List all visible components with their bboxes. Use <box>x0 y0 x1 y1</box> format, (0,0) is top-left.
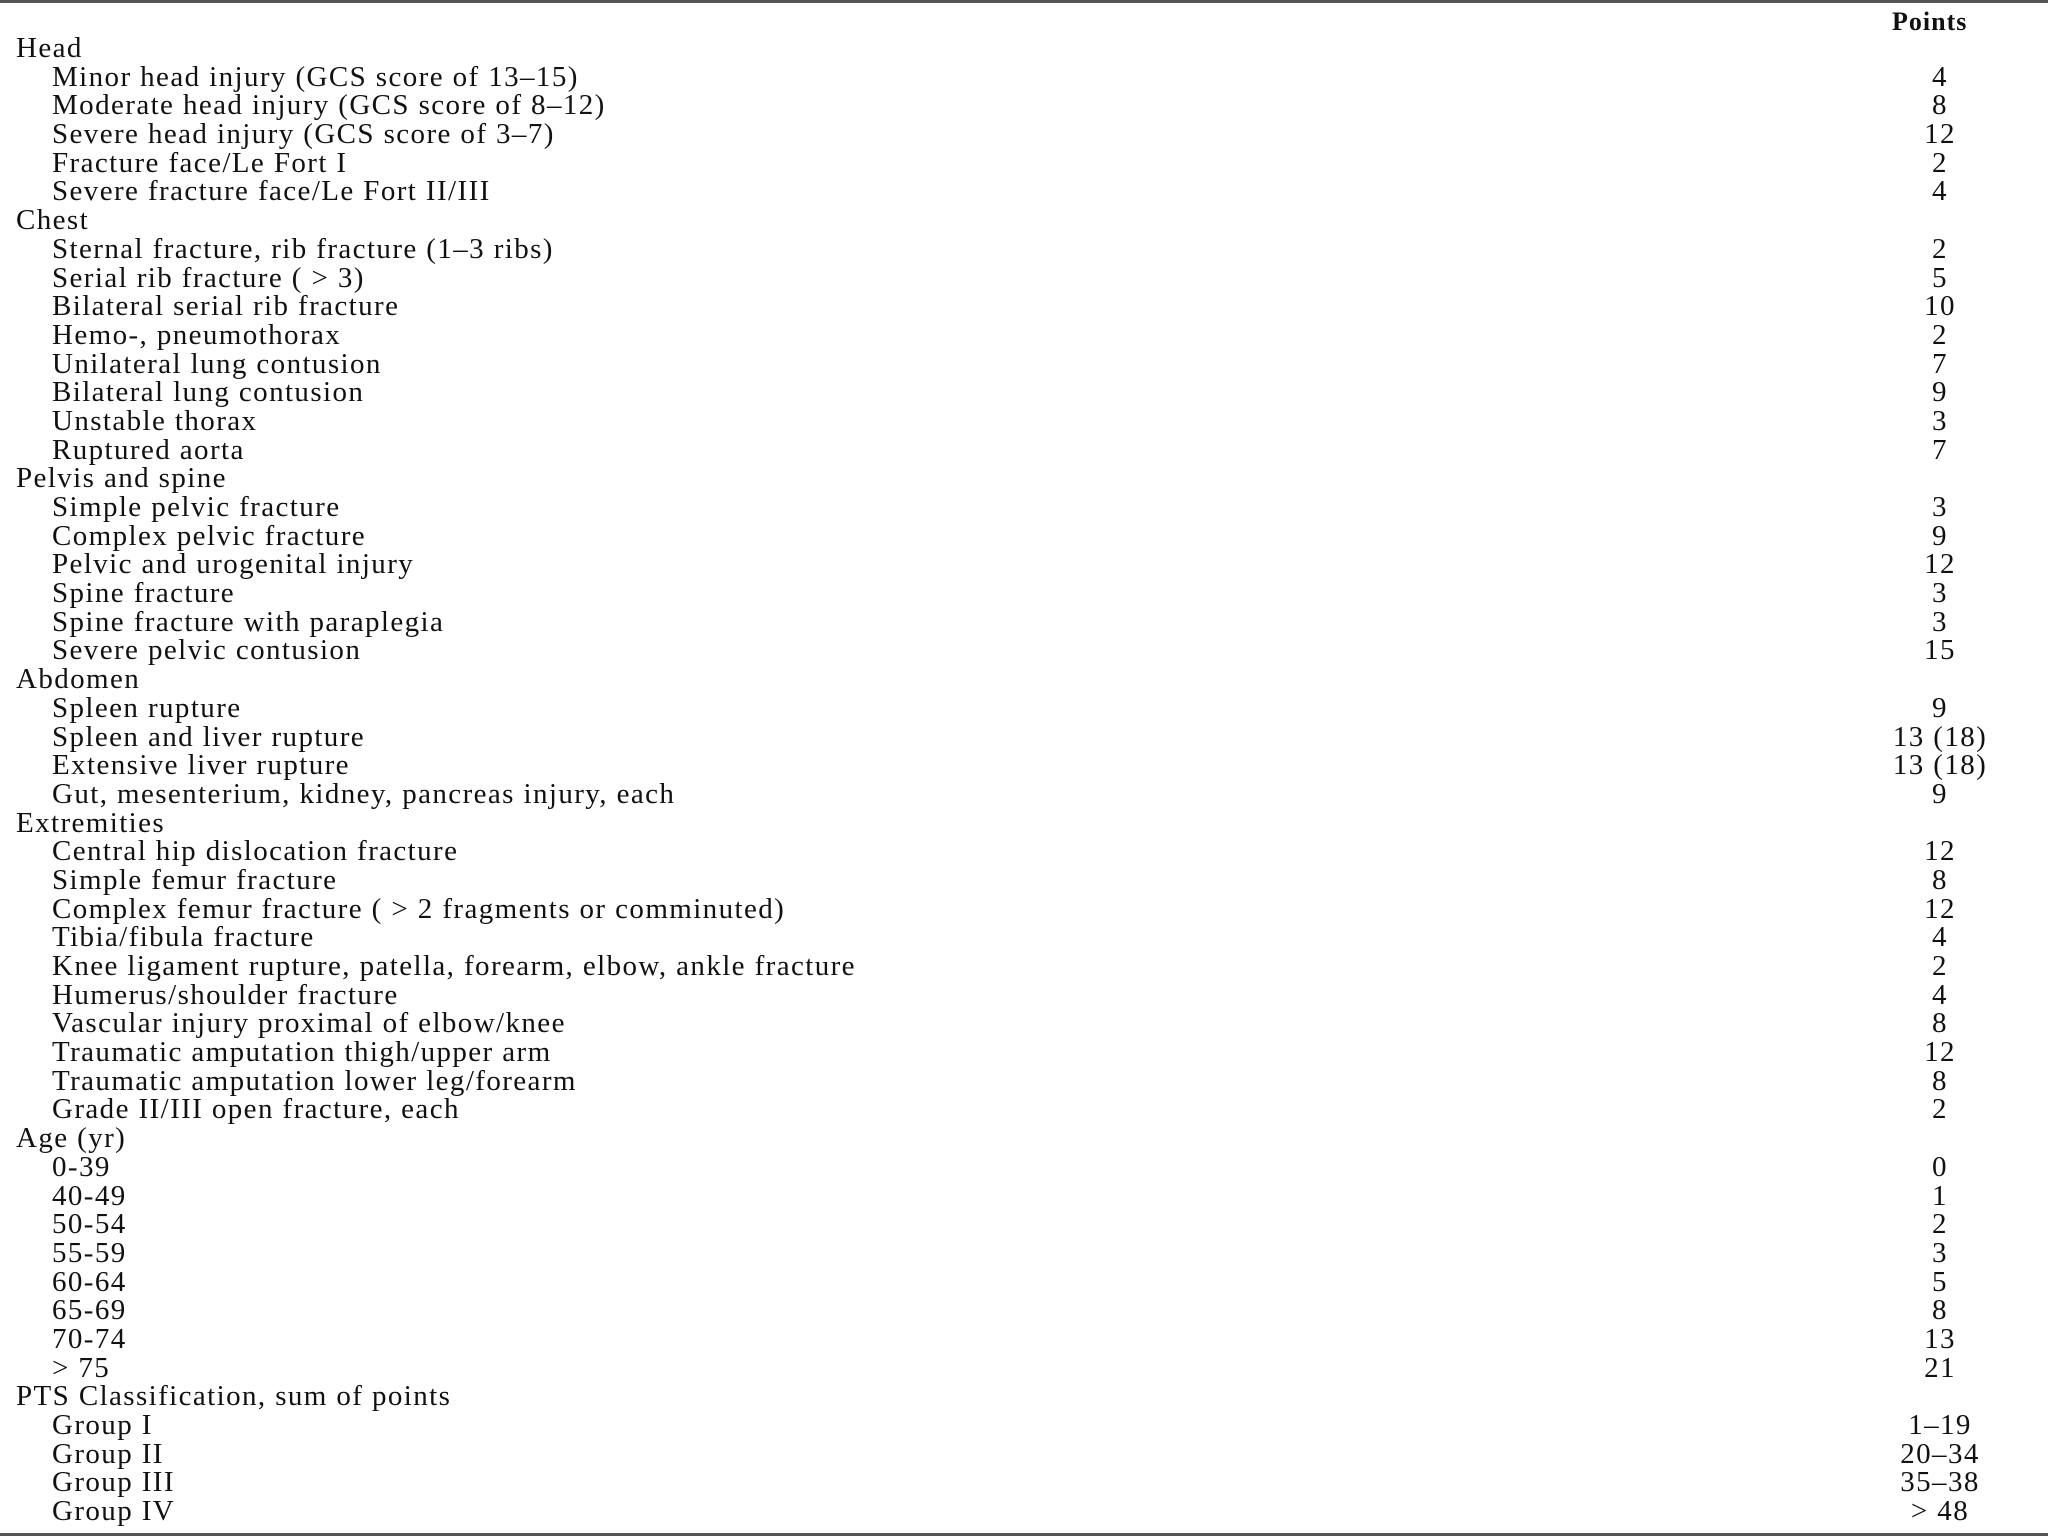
row-points: 10 <box>1924 290 1956 323</box>
row-label: Spleen and liver rupture <box>52 720 366 753</box>
row-points: 9 <box>1932 376 1948 409</box>
row-label: Severe fracture face/Le Fort II/III <box>52 175 491 208</box>
table-row <box>16 1179 2032 1212</box>
row-points: 12 <box>1924 118 1956 151</box>
table-row <box>16 1497 2032 1526</box>
row-label: Pelvic and urogenital injury <box>52 548 415 581</box>
row-points: 7 <box>1932 347 1948 380</box>
section-heading: Age (yr) <box>16 1122 127 1155</box>
table-row <box>16 232 2032 265</box>
row-points: 2 <box>1932 146 1948 179</box>
table-row <box>16 1437 2032 1470</box>
section-heading-row <box>16 1124 2032 1153</box>
row-label: > 75 <box>52 1351 111 1384</box>
row-label: Moderate head injury (GCS score of 8–12) <box>52 89 606 122</box>
row-points: 4 <box>1932 978 1948 1011</box>
row-points: 8 <box>1932 1294 1948 1327</box>
row-points: 3 <box>1932 491 1948 523</box>
section-heading: Abdomen <box>16 663 141 696</box>
table-row <box>16 433 2032 466</box>
table-row <box>16 777 2032 810</box>
row-points: 12 <box>1924 1036 1956 1069</box>
row-points: 20–34 <box>1900 1437 1980 1470</box>
row-label: Complex femur fracture ( > 2 fragments or comminuted) <box>52 892 786 925</box>
table-row <box>16 91 2032 120</box>
row-points: 9 <box>1932 777 1948 810</box>
row-points: 21 <box>1924 1351 1956 1384</box>
section-heading: Extremities <box>16 806 166 839</box>
row-points: 12 <box>1924 835 1956 868</box>
table-row <box>16 261 2032 294</box>
row-points: 2 <box>1932 232 1948 265</box>
row-points: 8 <box>1932 863 1948 896</box>
section-heading: Pelvis and spine <box>16 462 227 495</box>
row-label: 60-64 <box>52 1265 127 1298</box>
row-points: 2 <box>1932 318 1948 351</box>
section-heading: PTS Classification, sum of points <box>16 1380 452 1413</box>
row-points: 13 (18) <box>1892 720 1988 753</box>
row-label: Gut, mesenterium, kidney, pancreas injury, each <box>52 777 676 810</box>
row-points: 2 <box>1932 1093 1948 1126</box>
row-label: Fracture face/Le Fort I <box>52 146 348 179</box>
row-label: 0-39 <box>52 1150 111 1183</box>
row-label: Vascular injury proximal of elbow/knee <box>52 1007 566 1040</box>
row-label: 40-49 <box>52 1179 127 1212</box>
section-heading-row <box>16 34 2032 63</box>
row-label: Spleen rupture <box>52 691 242 724</box>
table-row <box>16 146 2032 179</box>
table-row <box>16 1150 2032 1183</box>
table-row <box>16 837 2032 866</box>
table-row <box>16 519 2032 552</box>
row-points: 8 <box>1932 1064 1948 1097</box>
table-row <box>16 177 2032 206</box>
row-points: 12 <box>1924 548 1956 581</box>
row-points: 3 <box>1932 605 1948 638</box>
row-points: 1–19 <box>1908 1409 1972 1441</box>
table-row <box>16 318 2032 351</box>
row-label: Spine fracture <box>52 577 236 610</box>
row-points: 0 <box>1932 1150 1948 1183</box>
row-label: 55-59 <box>52 1236 127 1269</box>
table-row <box>16 120 2032 149</box>
row-label: Traumatic amputation lower leg/forearm <box>52 1064 577 1097</box>
table-row <box>16 493 2032 522</box>
table-row <box>16 1236 2032 1269</box>
row-label: Bilateral lung contusion <box>52 376 365 409</box>
row-points: 4 <box>1932 921 1948 954</box>
table-row <box>16 1038 2032 1067</box>
row-points: 8 <box>1932 1007 1948 1040</box>
top-rule <box>0 0 2048 3</box>
row-points: 13 <box>1924 1322 1956 1355</box>
table-row <box>16 1265 2032 1298</box>
table-row <box>16 691 2032 724</box>
table-row <box>16 863 2032 896</box>
table-row <box>16 1210 2032 1239</box>
row-label: Simple femur fracture <box>52 863 338 896</box>
row-label: Traumatic amputation thigh/upper arm <box>52 1036 552 1069</box>
row-label: Tibia/fibula fracture <box>52 921 315 954</box>
row-label: Unstable thorax <box>52 404 258 437</box>
row-points: > 48 <box>1910 1495 1970 1528</box>
row-label: Complex pelvic fracture <box>52 519 367 552</box>
row-points: 15 <box>1924 634 1956 667</box>
row-label: Group I <box>52 1409 153 1441</box>
table-row <box>16 1322 2032 1355</box>
row-label: Grade II/III open fracture, each <box>52 1093 460 1126</box>
table-row <box>16 579 2032 608</box>
section-heading-row <box>16 806 2032 839</box>
row-label: Hemo-, pneumothorax <box>52 318 342 351</box>
row-points: 35–38 <box>1900 1466 1980 1499</box>
row-points: 2 <box>1932 1208 1948 1241</box>
table-row <box>16 1468 2032 1497</box>
table-row <box>16 892 2032 925</box>
points-column-header: Points <box>1892 7 1968 36</box>
table-row <box>16 605 2032 638</box>
row-label: Simple pelvic fracture <box>52 491 341 523</box>
table-row <box>16 292 2032 321</box>
row-points: 9 <box>1932 519 1948 552</box>
row-points: 3 <box>1932 577 1948 610</box>
row-points: 1 <box>1932 1179 1948 1212</box>
row-label: Unilateral lung contusion <box>52 347 382 380</box>
table-row <box>16 1095 2032 1124</box>
table-row <box>16 60 2032 93</box>
row-label: Minor head injury (GCS score of 13–15) <box>52 60 579 93</box>
table-row <box>16 923 2032 952</box>
table-row <box>16 378 2032 407</box>
table-row <box>16 1064 2032 1097</box>
table-row <box>16 1009 2032 1038</box>
row-points: 3 <box>1932 1236 1948 1269</box>
row-label: Bilateral serial rib fracture <box>52 290 400 323</box>
table-row <box>16 1296 2032 1325</box>
row-points: 13 (18) <box>1892 749 1988 782</box>
row-points: 4 <box>1932 175 1948 208</box>
row-label: Humerus/shoulder fracture <box>52 978 399 1011</box>
row-points: 5 <box>1932 1265 1948 1298</box>
table-row <box>16 636 2032 665</box>
row-label: Group III <box>52 1466 175 1499</box>
row-label: Central hip dislocation fracture <box>52 835 459 868</box>
pts-score-table <box>16 34 2032 1526</box>
section-heading: Head <box>16 32 83 64</box>
table-row <box>16 404 2032 437</box>
row-points: 9 <box>1932 691 1948 724</box>
table-row <box>16 952 2032 981</box>
row-points: 12 <box>1924 892 1956 925</box>
row-points: 2 <box>1932 950 1948 982</box>
row-points: 8 <box>1932 89 1948 122</box>
row-label: 65-69 <box>52 1294 127 1327</box>
table-row <box>16 1411 2032 1440</box>
table-row <box>16 347 2032 380</box>
row-points: 3 <box>1932 404 1948 437</box>
row-label: Ruptured aorta <box>52 433 245 466</box>
section-heading: Chest <box>16 204 90 237</box>
section-heading-row <box>16 206 2032 235</box>
section-heading-row <box>16 665 2032 694</box>
row-points: 4 <box>1932 60 1948 93</box>
table-row <box>16 751 2032 780</box>
row-label: Group II <box>52 1437 164 1470</box>
row-label: Sternal fracture, rib fracture (1–3 ribs) <box>52 232 554 265</box>
row-label: Severe head injury (GCS score of 3–7) <box>52 118 555 151</box>
row-label: 50-54 <box>52 1208 127 1241</box>
table-row <box>16 720 2032 753</box>
row-label: Knee ligament rupture, patella, forearm, elbow, ankle fracture <box>52 950 856 982</box>
row-label: Extensive liver rupture <box>52 749 350 782</box>
row-label: Spine fracture with paraplegia <box>52 605 445 638</box>
row-points: 7 <box>1932 433 1948 466</box>
row-label: Group IV <box>52 1495 176 1528</box>
row-points: 5 <box>1932 261 1948 294</box>
table-row <box>16 978 2032 1011</box>
row-label: Severe pelvic contusion <box>52 634 362 667</box>
row-label: Serial rib fracture ( > 3) <box>52 261 365 294</box>
section-heading-row <box>16 1382 2032 1411</box>
row-label: 70-74 <box>52 1322 127 1355</box>
section-heading-row <box>16 464 2032 493</box>
table-row <box>16 1351 2032 1384</box>
table-row <box>16 550 2032 579</box>
